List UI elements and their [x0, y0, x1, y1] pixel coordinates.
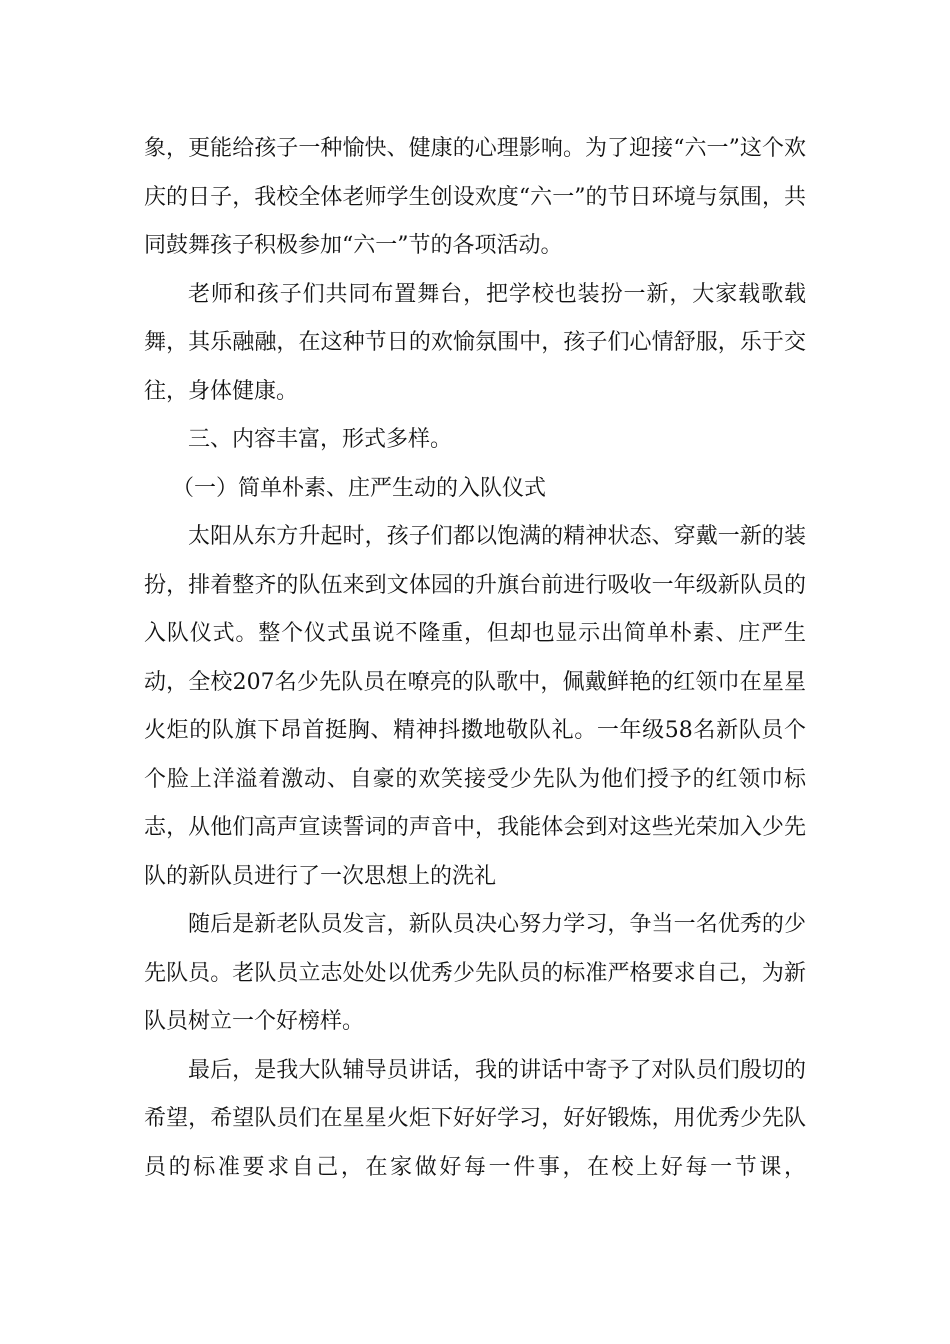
paragraph-continuation: 象，更能给孩子一种愉快、健康的心理影响。为了迎接“六一”这个欢庆的日子，我校全体老师学生创设欢度“六一”的节日环境与氛围，共同鼓舞孩子积极参加“六一”节的各项活动。 — [144, 136, 806, 258]
paragraph-induction-ceremony: 太阳从东方升起时，孩子们都以饱满的精神状态、穿戴一新的装扮，排着整齐的队伍来到文体园的升旗台前进行吸收一年级新队员的入队仪式。整个仪式虽说不隆重，但却也显示出简单朴素、庄严生动，全校207名少先队员在嘹亮的队歌中，佩戴鲜艳的红领巾在星星火炬的队旗下昂首挺胸、精神抖擞地敬队礼。一年级58名新队员个个脸上洋溢着激动、自豪的欢笑接受少先队为他们授予的红领巾标志，从他们高声宣读誓词的声音中，我能体会到对这些光荣加入少先队的新队员进行了一次思想上的洗礼 — [144, 524, 806, 889]
subsection-heading-one: （一）简单朴素、庄严生动的入队仪式 — [172, 475, 547, 501]
paragraph-member-speeches: 随后是新老队员发言，新队员决心努力学习，争当一名优秀的少先队员。老队员立志处处以优秀少先队员的标准严格要求自己，为新队员树立一个好榜样。 — [144, 912, 806, 1034]
paragraph-counselor-speech: 最后，是我大队辅导员讲话，我的讲话中寄予了对队员们殷切的希望，希望队员们在星星火炬下好好学习，好好锻炼，用优秀少先队员的标准要求自己，在家做好每一件事，在校上好每一节课， — [144, 1057, 806, 1180]
section-heading-three: 三、内容丰富，形式多样。 — [188, 427, 453, 452]
paragraph-stage-decoration: 老师和孩子们共同布置舞台，把学校也装扮一新，大家载歌载舞，其乐融融，在这种节日的欢愉氛围中，孩子们心情舒服，乐于交往，身体健康。 — [144, 281, 806, 404]
document-body — [144, 125, 806, 1192]
